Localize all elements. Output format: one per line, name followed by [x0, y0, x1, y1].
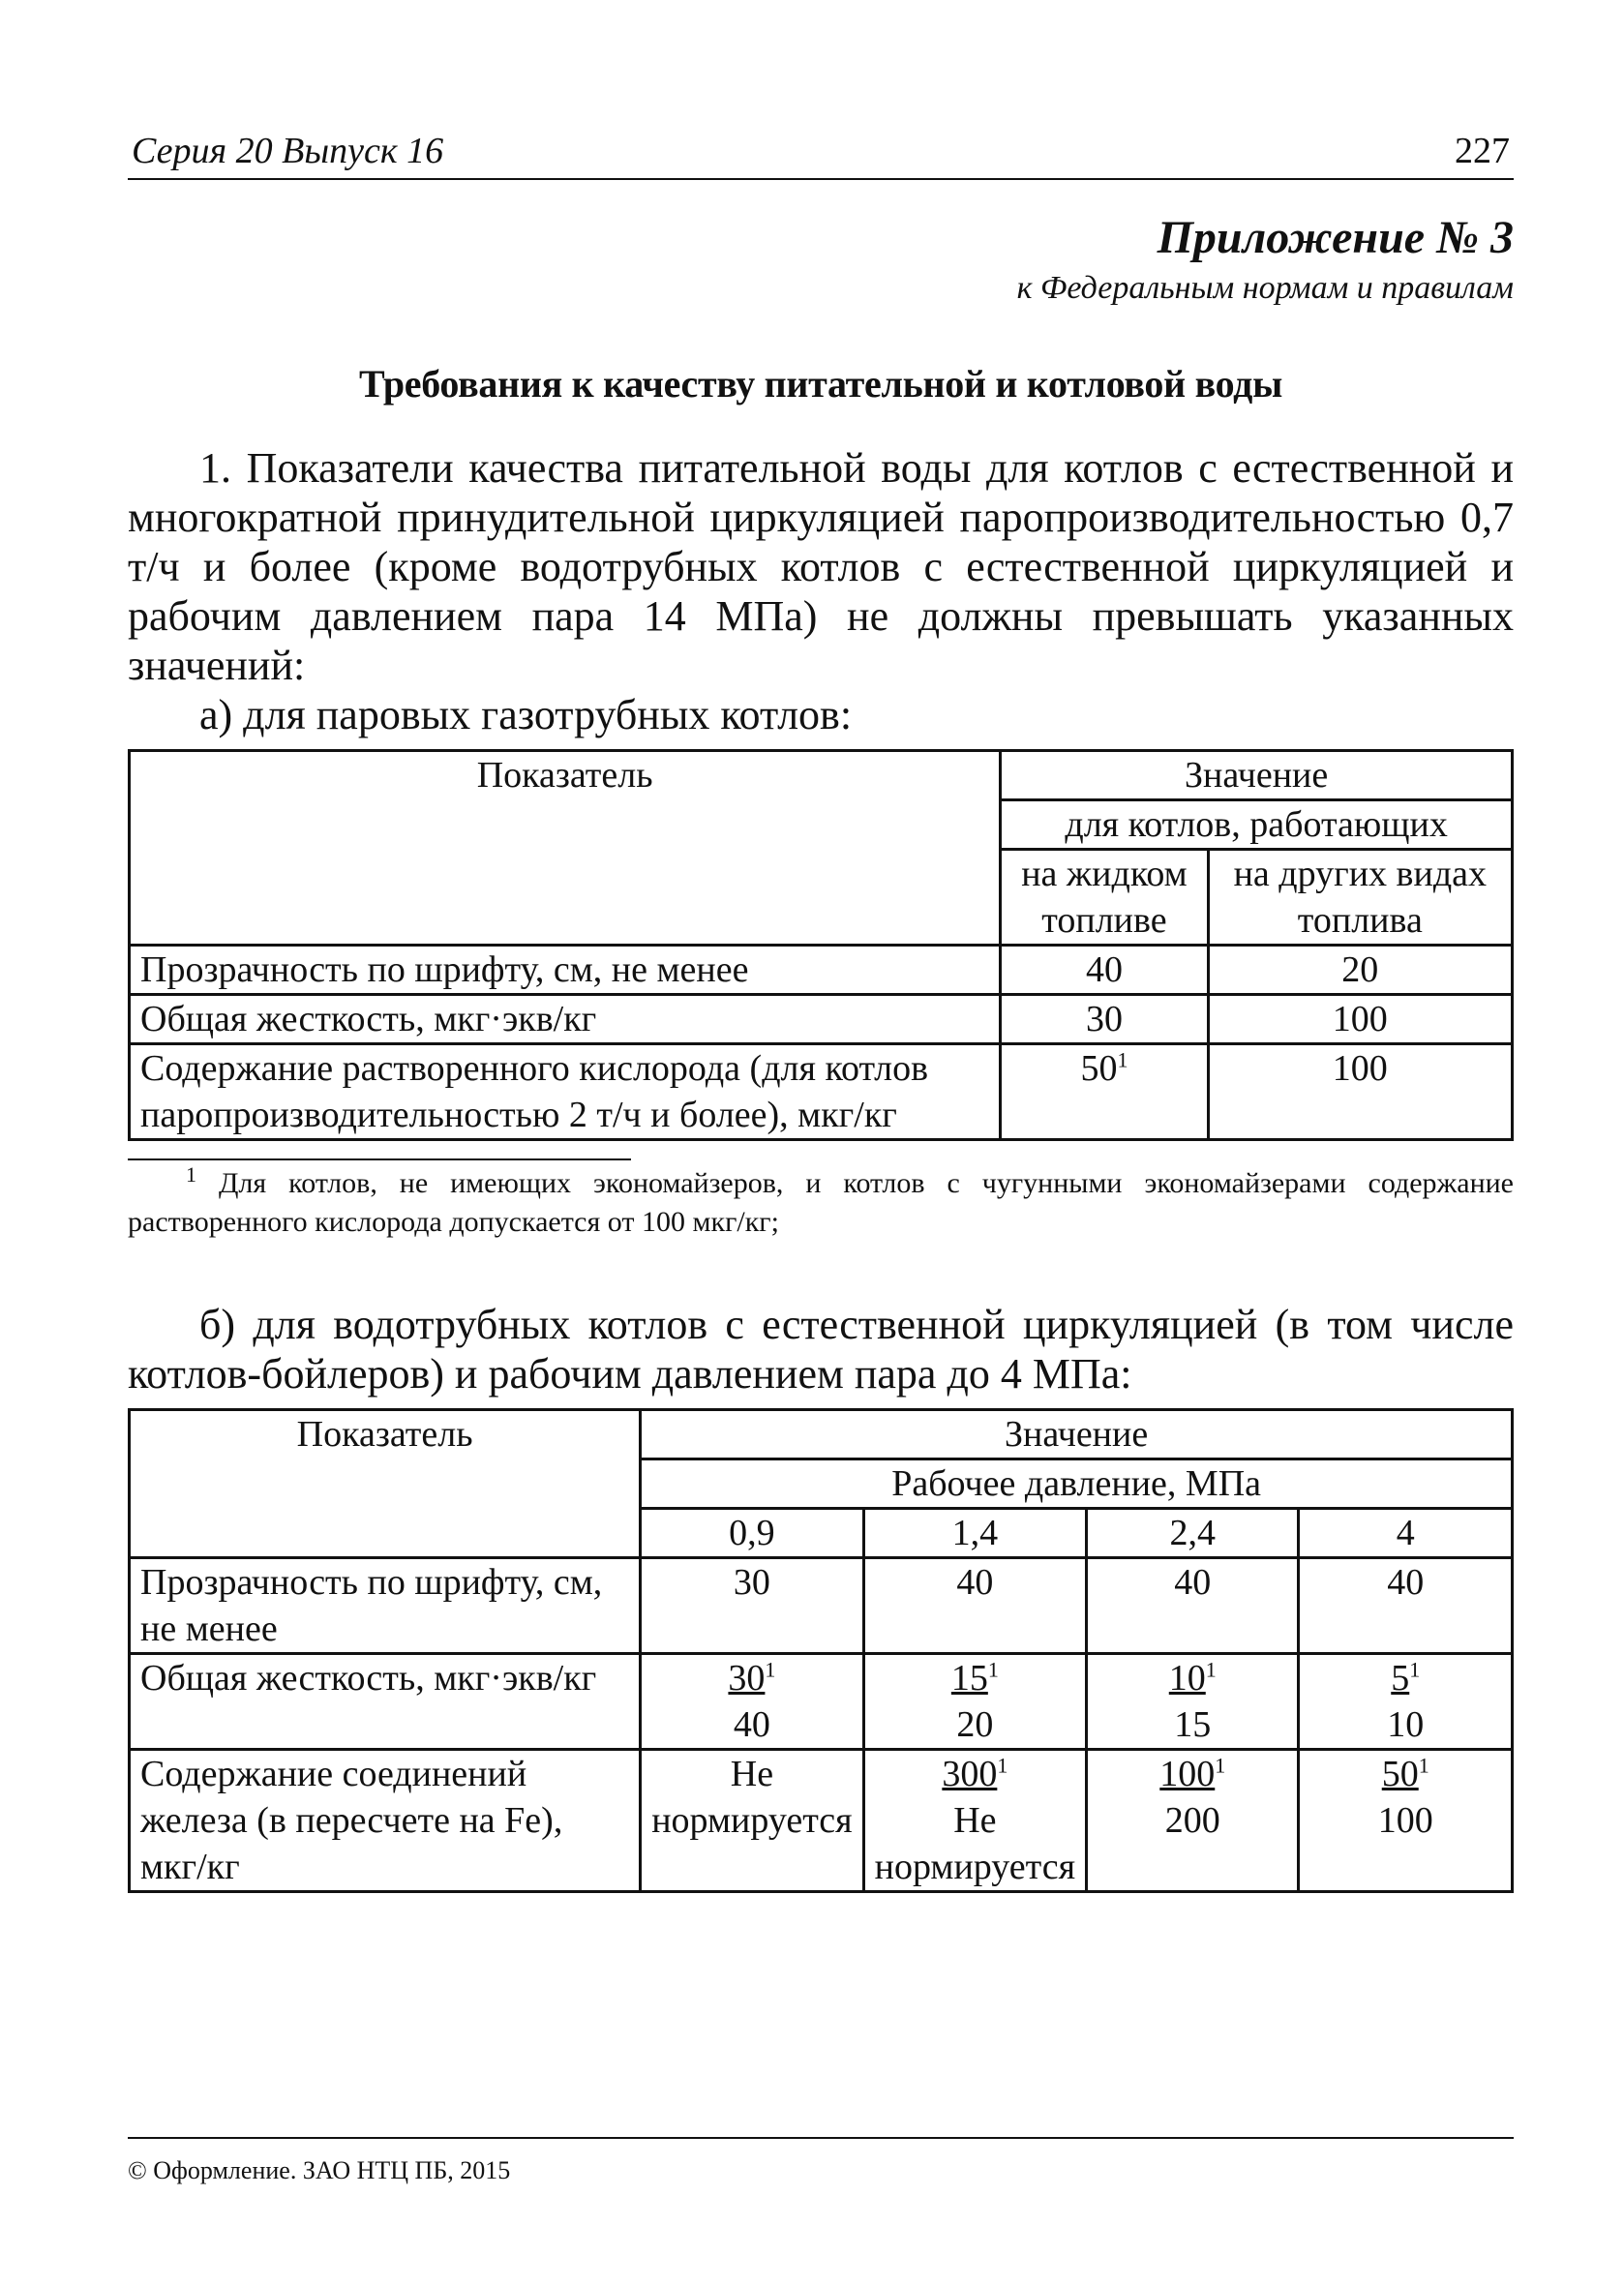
table2-pressure-2: 1,4 [863, 1508, 1086, 1557]
table-row [130, 1749, 1513, 1891]
table2-row3-c2 [863, 1749, 1086, 1891]
footnote-ref: 1 [1409, 1657, 1421, 1682]
table2-row3-name: Содержание соединений железа (в пересчете на Fe), мкг/кг [130, 1749, 641, 1891]
table2-header-pressure: Рабочее давление, МПа [641, 1459, 1513, 1508]
table2-row1-c1: 30 [641, 1557, 863, 1653]
table1-row3-liquid [1001, 1043, 1208, 1139]
table1-header-value: Значение [1001, 750, 1513, 799]
document-page [128, 116, 1514, 1893]
table-row [130, 945, 1513, 994]
footnote [128, 1161, 1514, 1242]
table1-row1-other: 20 [1208, 945, 1512, 994]
footnote-ref: 1 [1418, 1753, 1429, 1778]
footnote-ref: 1 [765, 1657, 776, 1682]
hardness-value-bottom: 15 [1174, 1703, 1212, 1745]
table1-header-indicator: Показатель [130, 750, 1001, 945]
iron-value-bottom: Не нормируется [874, 1799, 1076, 1887]
series-label: Серия 20 Выпуск 16 [132, 131, 444, 171]
table2-row2-name: Общая жесткость, мкг·экв/кг [130, 1653, 641, 1749]
table2-row3-c4 [1299, 1749, 1513, 1891]
table2-row2-c2 [863, 1653, 1086, 1749]
page-footer [128, 2137, 1514, 2185]
table-row [130, 1557, 1513, 1653]
hardness-value-bottom: 10 [1387, 1703, 1425, 1745]
paragraph-b: б) для водотрубных котлов с естественной циркуляцией (в том числе котлов-бойлеров) и рабочим давлением пара до 4 МПа: [128, 1300, 1514, 1398]
table2-row2-c3 [1087, 1653, 1299, 1749]
appendix-subtitle: к Федеральным нормам и правилам [1016, 269, 1514, 306]
table1-row2-name: Общая жесткость, мкг·экв/кг [130, 994, 1001, 1043]
hardness-value-bottom: 40 [733, 1703, 770, 1745]
footnote-ref: 1 [1215, 1753, 1226, 1778]
page-number: 227 [1455, 131, 1510, 171]
table2-pressure-3: 2,4 [1087, 1508, 1299, 1557]
footnote-ref: 1 [1117, 1047, 1128, 1072]
table1-row2-liquid: 30 [1001, 994, 1208, 1043]
footnote-mark: 1 [186, 1161, 196, 1187]
table2-row1-c3: 40 [1087, 1557, 1299, 1653]
table1-row3-name: Содержание растворенного кислорода (для котлов паропроизводительностью 2 т/ч и более), мкг/кг [130, 1043, 1001, 1139]
table2-row3-c1: Не нормируется [641, 1749, 863, 1891]
subheading-a: а) для паровых газотрубных котлов: [199, 690, 853, 738]
table1-row3-other: 100 [1208, 1043, 1512, 1139]
footnote-ref: 1 [987, 1657, 999, 1682]
paragraph-1: 1. Показатели качества питательной воды для котлов с естественной и многократной принудительной циркуляцией паропроизводительностью 0,7 т/ч и более (кроме водотрубных котлов с естественной циркуляцией и рабочим давлением пара 14 МПа) не должны превышать указанных значений: [128, 443, 1514, 689]
page-header [128, 116, 1514, 180]
hardness-value-top: 5 [1391, 1657, 1410, 1699]
footnote-divider [128, 1158, 631, 1160]
hardness-value-top: 15 [950, 1657, 988, 1699]
table2-row1-name: Прозрачность по шрифту, см, не менее [130, 1557, 641, 1653]
table2-header-value: Значение [641, 1409, 1513, 1459]
table-water-tube-boilers [128, 1408, 1514, 1893]
table2-row1-c4: 40 [1299, 1557, 1513, 1653]
document-title: Требования к качеству питательной и котловой воды [358, 361, 1283, 406]
hardness-value-bottom: 20 [956, 1703, 994, 1745]
footnote-ref: 1 [997, 1753, 1008, 1778]
appendix-title: Приложение № 3 [1157, 212, 1514, 263]
iron-value-bottom: 100 [1377, 1799, 1433, 1841]
iron-value-top: 300 [942, 1753, 998, 1794]
iron-value-top: 100 [1159, 1753, 1216, 1794]
table1-row2-other: 100 [1208, 994, 1512, 1043]
iron-value-top: 50 [1381, 1753, 1419, 1794]
table2-pressure-1: 0,9 [641, 1508, 863, 1557]
table2-row3-c3 [1087, 1749, 1299, 1891]
hardness-value-top: 30 [728, 1657, 766, 1699]
table1-header-liquid-fuel: на жидком топливе [1001, 849, 1208, 945]
table-row [130, 1653, 1513, 1749]
table2-row2-c4 [1299, 1653, 1513, 1749]
table1-header-other-fuel: на других видах топлива [1208, 849, 1512, 945]
footnote-text: Для котлов, не имеющих экономайзеров, и котлов с чугунными экономайзерами содержание растворенного кислорода допускается от 100 мкг/кг; [128, 1166, 1514, 1238]
table2-header-indicator: Показатель [130, 1409, 641, 1557]
table-row [130, 1043, 1513, 1139]
table1-row3-liquid-value: 50 [1080, 1047, 1118, 1089]
table1-header-boilers: для котлов, работающих [1001, 799, 1513, 849]
hardness-value-top: 10 [1168, 1657, 1206, 1699]
table-row [130, 994, 1513, 1043]
table1-row1-liquid: 40 [1001, 945, 1208, 994]
table2-row2-c1 [641, 1653, 863, 1749]
table2-pressure-4: 4 [1299, 1508, 1513, 1557]
table2-row1-c2: 40 [863, 1557, 1086, 1653]
table1-row1-name: Прозрачность по шрифту, см, не менее [130, 945, 1001, 994]
copyright-text: © Оформление. ЗАО НТЦ ПБ, 2015 [128, 2156, 511, 2184]
footnote-ref: 1 [1205, 1657, 1217, 1682]
iron-value-bottom: 200 [1164, 1799, 1220, 1841]
table-gas-tube-boilers [128, 749, 1514, 1141]
